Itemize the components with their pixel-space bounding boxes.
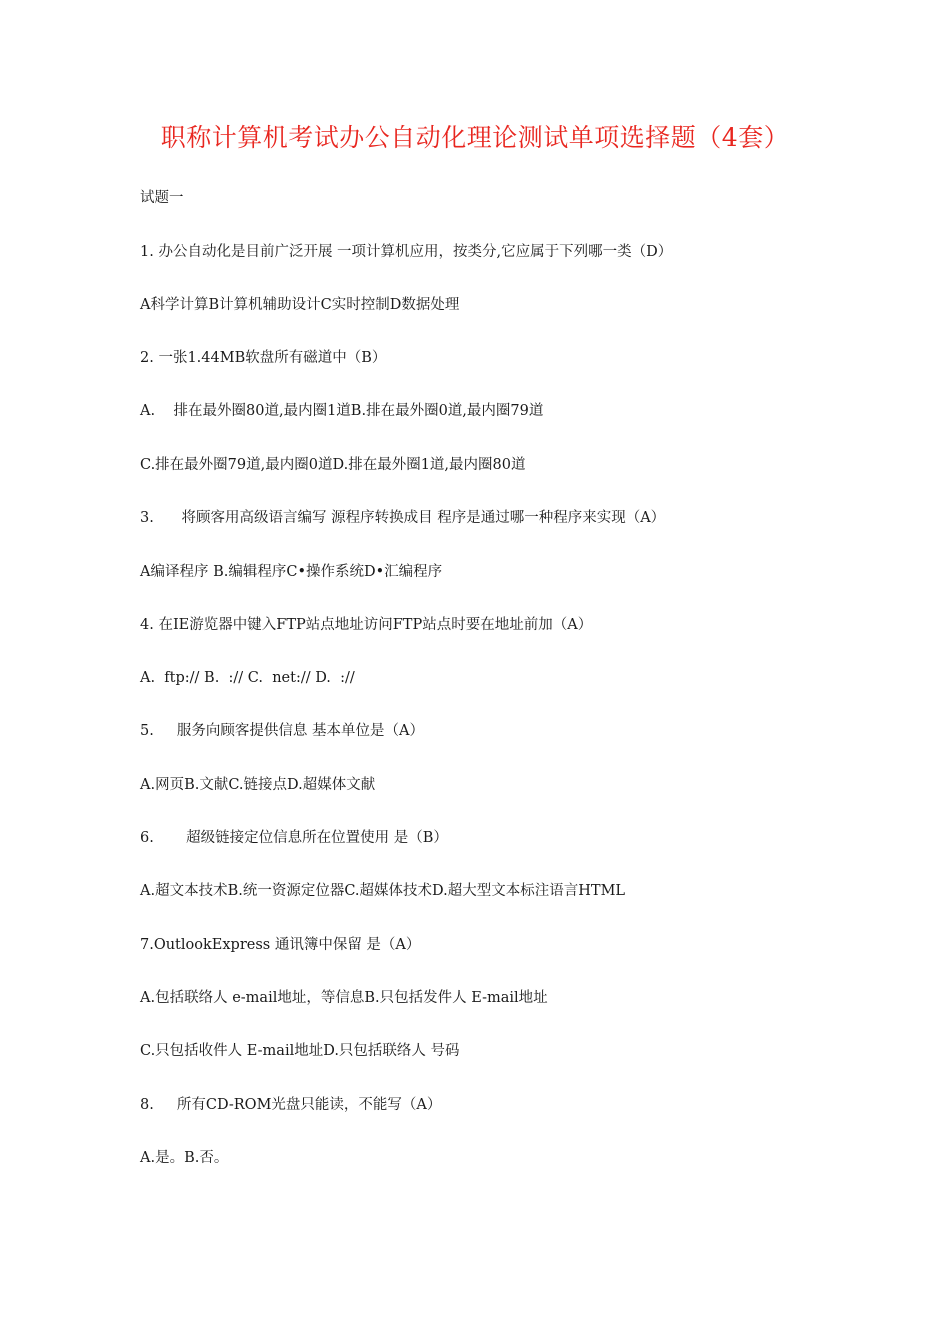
question-8-options: A.是。B.否。 — [140, 1150, 229, 1166]
question-7-options-cd: C.只包括收件人 E-mail地址D.只包括联络人 号码 — [140, 1043, 460, 1059]
question-5: 5. 服务向顾客提供信息 基本单位是（A） — [140, 723, 424, 739]
question-6-options: A.超文本技术B.统一资源定位器C.超媒体技术D.超大型文本标注语言HTML — [140, 883, 626, 899]
question-2-options-cd: C.排在最外圈79道,最内圈0道D.排在最外圈1道,最内圈80道 — [140, 457, 526, 473]
question-7: 7.OutlookExpress 通讯簿中保留 是（A） — [140, 937, 421, 953]
question-7-options-ab: A.包括联络人 e-mail地址，等信息B.只包括发件人 E-mail地址 — [140, 990, 548, 1006]
question-3: 3. 将顾客用高级语言编写 源程序转换成目 程序是通过哪一种程序来实现（A） — [140, 510, 666, 526]
question-3-options: A编译程序 B.编辑程序C•操作系统D•汇编程序 — [140, 564, 443, 580]
question-1: 1. 办公自动化是目前广泛开展 一项计算机应用，按类分,它应属于下列哪一类（D） — [140, 244, 673, 260]
document-title: 职称计算机考试办公自动化理论测试单项选择题（4套） — [160, 123, 790, 152]
question-5-options: A.网页B.文献C.链接点D.超媒体文献 — [140, 777, 376, 793]
question-4: 4. 在IE游览器中键入FTP站点地址访问FTP站点时要在地址前加（A） — [140, 617, 593, 633]
question-2-options-ab: A. 排在最外圈80道,最内圈1道B.排在最外圈0道,最内圈79道 — [140, 403, 544, 419]
question-2: 2. 一张1.44MB软盘所有磁道中（B） — [140, 350, 387, 366]
section-heading: 试题一 — [140, 190, 184, 206]
question-4-options: A. ftp:// B. :// C. net:// D. :// — [140, 670, 355, 686]
question-6: 6. 超级链接定位信息所在位置使用 是（B） — [140, 830, 448, 846]
question-8: 8. 所有CD-ROM光盘只能读，不能写（A） — [140, 1097, 442, 1113]
question-1-options: A科学计算B计算机辅助设计C实时控制D数据处理 — [140, 297, 460, 313]
